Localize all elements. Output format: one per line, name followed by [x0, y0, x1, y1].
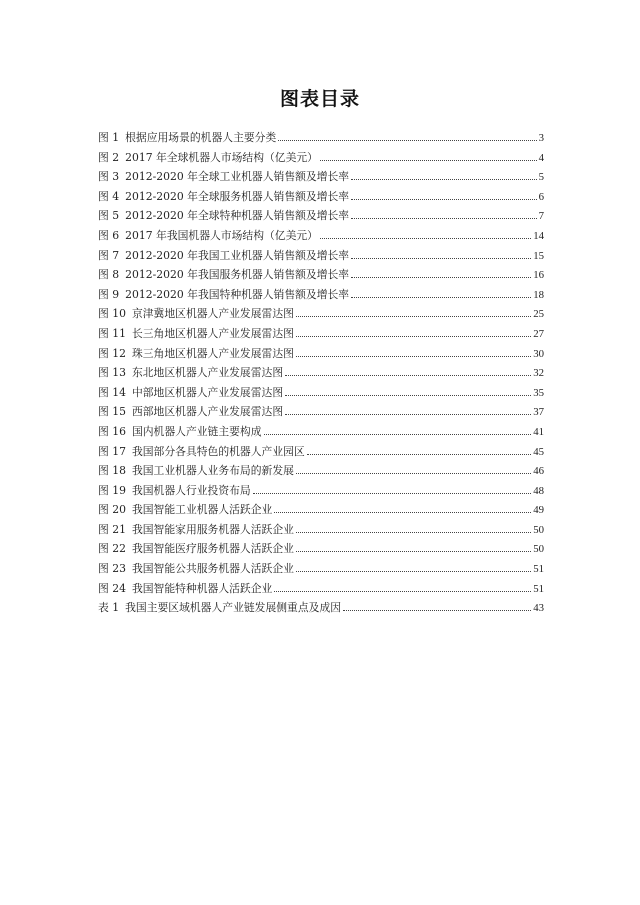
- toc-entry-title: 我国主要区域机器人产业链发展侧重点及成因: [125, 601, 342, 615]
- toc-entry-label: [98, 559, 294, 579]
- toc-entry-label: [98, 324, 294, 344]
- toc-entry-title: 东北地区机器人产业发展雷达图: [131, 366, 284, 380]
- page-title: 图表目录: [279, 88, 360, 110]
- toc-entry-label: [98, 520, 294, 540]
- toc-entry-label: [98, 128, 276, 148]
- dot-leader: [285, 413, 531, 415]
- toc-entry-label: [98, 226, 318, 246]
- toc-entry-page-number: 7: [538, 210, 544, 223]
- toc-entry-page-number: 51: [533, 563, 544, 576]
- toc-entry-number: 图 16: [98, 424, 126, 438]
- toc-entry-title: 我国工业机器人业务布局的新发展: [131, 464, 294, 478]
- toc-entry-label: [98, 481, 251, 501]
- toc-entry-page-number: 18: [533, 288, 544, 301]
- toc-entry-title: 2017 年我国机器人市场结构（亿美元）: [125, 228, 318, 242]
- toc-entry-title: 西部地区机器人产业发展雷达图: [131, 405, 284, 419]
- toc-entry[interactable]: [98, 481, 544, 501]
- dot-leader: [307, 453, 531, 455]
- toc-entry-page-number: 15: [533, 249, 544, 262]
- toc-entry-page-number: 27: [533, 327, 544, 340]
- toc-entry-label: [98, 304, 294, 324]
- toc-entry-page-number: 35: [533, 386, 544, 399]
- toc-entry-number: 图 6: [98, 228, 120, 242]
- toc-entry-page-number: 32: [533, 367, 544, 380]
- toc-entry[interactable]: [98, 442, 544, 462]
- toc-entry-page-number: 41: [533, 425, 544, 438]
- toc-entry-title: 2017 年全球机器人市场结构（亿美元）: [125, 150, 318, 164]
- toc-entry-number: 图 2: [98, 150, 120, 164]
- toc-entry-label: [98, 206, 349, 226]
- toc-entry-page-number: 3: [538, 132, 544, 144]
- toc-entry[interactable]: [98, 598, 544, 618]
- toc-entry-number: 图 9: [98, 287, 120, 301]
- dot-leader: [296, 335, 531, 337]
- toc-entry-number: 图 8: [98, 268, 120, 282]
- dot-leader: [343, 609, 531, 611]
- toc-entry-label: [98, 187, 349, 207]
- toc-entry-page-number: 4: [538, 151, 544, 164]
- toc-entry-number: 图 7: [98, 248, 120, 262]
- dot-leader: [274, 511, 531, 513]
- toc-entry-page-number: 6: [538, 190, 544, 203]
- toc-entry-label: [98, 579, 272, 599]
- dot-leader: [278, 139, 536, 141]
- toc-entry[interactable]: [98, 226, 544, 246]
- dot-leader: [351, 257, 531, 259]
- toc-entry-title: 京津冀地区机器人产业发展雷达图: [131, 307, 294, 321]
- dot-leader: [296, 315, 531, 317]
- toc-entry-page-number: 16: [533, 269, 544, 282]
- toc-entry-number: 图 13: [98, 366, 126, 380]
- toc-entry[interactable]: [98, 344, 544, 364]
- toc-entry-page-number: 43: [533, 602, 544, 615]
- toc-entry-title: 长三角地区机器人产业发展雷达图: [131, 326, 294, 340]
- toc-entry[interactable]: [98, 402, 544, 422]
- dot-leader: [274, 590, 531, 592]
- toc-entry-number: 图 1: [98, 131, 120, 144]
- dot-leader: [296, 570, 531, 572]
- toc-entry-title: 我国智能特种机器人活跃企业: [131, 581, 273, 595]
- toc-entry-number: 图 10: [98, 307, 126, 321]
- toc-entry-title: 我国部分各具特色的机器人产业园区: [131, 444, 305, 458]
- toc-entry-label: [98, 383, 283, 403]
- toc-entry-label: [98, 246, 349, 266]
- dot-leader: [320, 159, 537, 161]
- toc-entry-page-number: 46: [533, 465, 544, 478]
- toc-entry-title: 国内机器人产业链主要构成: [131, 424, 262, 438]
- toc-entry-label: [98, 285, 349, 305]
- toc-entry-page-number: 5: [538, 171, 544, 184]
- toc-entry-title: 我国智能工业机器人活跃企业: [131, 503, 273, 517]
- toc-entry-number: 图 14: [98, 385, 126, 399]
- toc-entry-number: 图 4: [98, 189, 120, 203]
- toc-entry-number: 图 18: [98, 464, 126, 478]
- toc-entry[interactable]: [98, 265, 544, 285]
- toc-entry-number: 图 11: [98, 326, 126, 340]
- toc-entry-number: 图 20: [98, 503, 126, 517]
- toc-entry[interactable]: [98, 148, 544, 168]
- toc-entry[interactable]: [98, 559, 544, 579]
- toc-entry-title: 我国智能公共服务机器人活跃企业: [131, 562, 294, 576]
- toc-entry[interactable]: [98, 246, 544, 266]
- toc-entry-title: 中部地区机器人产业发展雷达图: [131, 385, 284, 399]
- dot-leader: [351, 276, 531, 278]
- toc-entry-number: 图 21: [98, 522, 126, 536]
- toc-entry-label: [98, 265, 349, 285]
- toc-entry[interactable]: [98, 206, 544, 226]
- toc-entry-page-number: 45: [533, 445, 544, 458]
- toc-entry[interactable]: [98, 579, 544, 599]
- toc-entry-page-number: 49: [533, 504, 544, 517]
- toc-entry[interactable]: [98, 363, 544, 383]
- dot-leader: [351, 178, 536, 180]
- toc-entry-number: 图 12: [98, 346, 126, 360]
- dot-leader: [296, 531, 531, 533]
- toc-entry-page-number: 14: [533, 229, 544, 242]
- toc-entry-number: 图 3: [98, 170, 120, 184]
- toc-entry-number: 图 23: [98, 562, 126, 576]
- toc-entry-title: 2012-2020 年我国工业机器人销售额及增长率: [125, 248, 350, 262]
- toc-entry[interactable]: [98, 461, 544, 481]
- toc-entry-title: 2012-2020 年我国特种机器人销售额及增长率: [125, 287, 350, 301]
- toc-entry[interactable]: [98, 383, 544, 403]
- toc-entry-title: 根据应用场景的机器人主要分类: [125, 131, 277, 144]
- toc-entry[interactable]: [98, 187, 544, 207]
- toc-entry-title: 我国机器人行业投资布局: [131, 483, 251, 497]
- toc-entry-number: 图 5: [98, 209, 120, 223]
- toc-entry[interactable]: [98, 500, 544, 520]
- toc-entry-number: 图 17: [98, 444, 126, 458]
- toc-entry-page-number: 50: [533, 523, 544, 536]
- dot-leader: [285, 374, 531, 376]
- toc-entry[interactable]: [98, 304, 544, 324]
- toc-entry[interactable]: [98, 128, 544, 148]
- toc-entry-title: 我国智能医疗服务机器人活跃企业: [131, 542, 294, 556]
- toc-entry-label: [98, 500, 272, 520]
- toc-entry-page-number: 25: [533, 308, 544, 321]
- toc-entry-number: 图 24: [98, 581, 126, 595]
- toc-entry-label: [98, 539, 294, 559]
- dot-leader: [320, 237, 531, 239]
- toc-entry-number: 表 1: [98, 601, 120, 615]
- toc-entry-label: [98, 422, 262, 442]
- toc-entry-title: 2012-2020 年我国服务机器人销售额及增长率: [125, 268, 350, 282]
- toc-entry[interactable]: [98, 520, 544, 540]
- toc-entry-page-number: 51: [533, 582, 544, 595]
- toc-entry[interactable]: [98, 422, 544, 442]
- toc-entry-title: 珠三角地区机器人产业发展雷达图: [131, 346, 294, 360]
- toc-entry[interactable]: [98, 539, 544, 559]
- toc-entry-title: 2012-2020 年全球工业机器人销售额及增长率: [125, 170, 350, 184]
- toc-entry-page-number: 30: [533, 347, 544, 360]
- toc-entry-number: 图 19: [98, 483, 126, 497]
- toc-entry-page-number: 48: [533, 484, 544, 497]
- toc-entry-number: 图 22: [98, 542, 126, 556]
- toc-entry-label: [98, 148, 318, 168]
- toc-entry-title: 我国智能家用服务机器人活跃企业: [131, 522, 294, 536]
- dot-leader: [351, 217, 536, 219]
- dot-leader: [285, 394, 531, 396]
- toc-entry-title: 2012-2020 年全球服务机器人销售额及增长率: [125, 189, 350, 203]
- toc-entry-label: [98, 402, 283, 422]
- toc-entry[interactable]: [98, 167, 544, 187]
- dot-leader: [264, 433, 532, 435]
- toc-entry-label: [98, 461, 294, 481]
- toc-entry-title: 2012-2020 年全球特种机器人销售额及增长率: [125, 209, 350, 223]
- toc-entry-label: [98, 598, 341, 618]
- toc-entry-number: 图 15: [98, 405, 126, 419]
- toc-entry-page-number: 50: [533, 543, 544, 556]
- toc-entry-label: [98, 442, 305, 462]
- dot-leader: [296, 550, 531, 552]
- dot-leader: [296, 472, 531, 474]
- dot-leader: [296, 355, 531, 357]
- dot-leader: [351, 296, 531, 298]
- toc-entry[interactable]: [98, 324, 544, 344]
- toc-entry-label: [98, 167, 349, 187]
- toc-entry[interactable]: [98, 285, 544, 305]
- dot-leader: [351, 198, 536, 200]
- toc-entry-label: [98, 363, 283, 383]
- table-of-figures: [98, 128, 544, 618]
- toc-entry-label: [98, 344, 294, 364]
- dot-leader: [253, 492, 531, 494]
- toc-entry-page-number: 37: [533, 406, 544, 419]
